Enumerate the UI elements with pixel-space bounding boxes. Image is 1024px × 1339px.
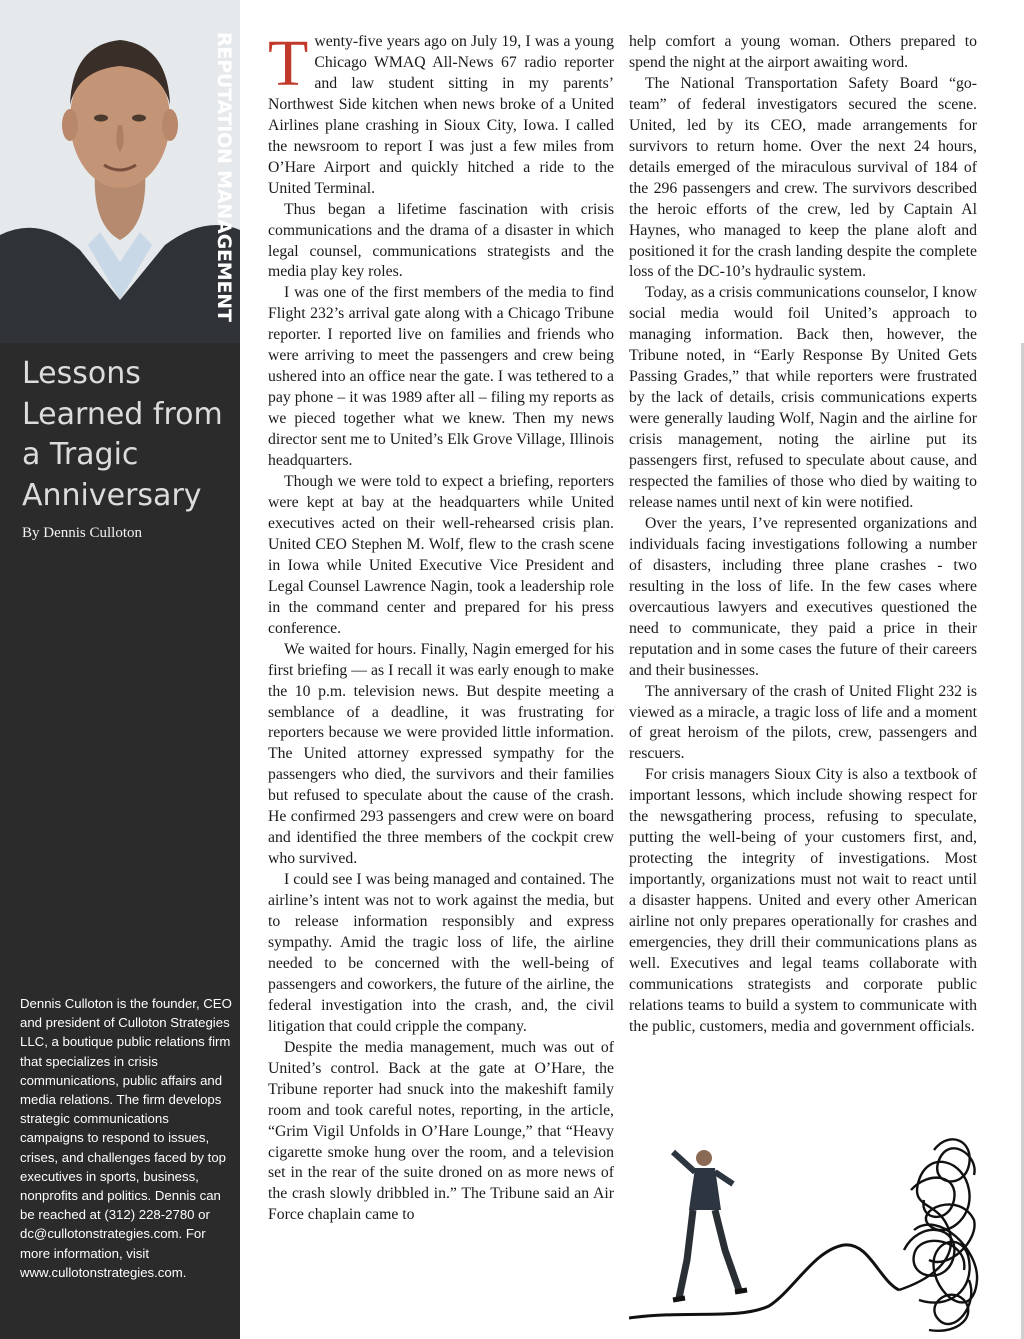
article-paragraph: I could see I was being managed and contained. The airline’s intent was not to work against the media, but to release information responsibly and express sympathy. Amid the tragic loss of life, the airline needed to be concerned with the well-being of passengers and coworkers, the future of the airline, the federal investigation into the crash, and, the civil litigation that could cripple the company. xyxy=(268,871,614,1035)
author-bio: Dennis Culloton is the founder, CEO and president of Culloton Strategies LLC, a boutique public relations firm that specializes in crisis communications, public affairs and media relations. The firm develops strategic communications campaigns to respond to issues, crises, and challenges faced by top executives in sports, business, nonprofits and politics. Dennis can be reached at (312) 228-2780 or dc@cullotonstrategies.com. For more information, visit www.cullotonstrategies.com. xyxy=(20,996,232,1280)
author-photo xyxy=(0,0,240,343)
article-paragraph: We waited for hours. Finally, Nagin emerged for his first briefing — as I recall it was early enough to make the 10 p.m. television news. But despite meeting a semblance of a deadline, it was frustrating for reporters because we were provided little information. The United attorney expressed sympathy for the passengers who died, the survivors and their families but refused to speculate about the cause of the crash. He confirmed 293 passengers and crew were on board and identified the three members of the cockpit crew who survived. xyxy=(268,640,614,868)
article-paragraph: Twenty-five years ago on July 19, I was a young Chicago WMAQ All-News 67 radio reporter and law student sitting in my parents’ Northwest Side kitchen when news broke of a United Airlines plane crashing in Sioux City, Iowa. I called the newsroom to report I was just a few miles from O’Hare Airport and quickly hitched a ride to the United Terminal. xyxy=(268,27,614,197)
article-paragraph: Thus began a lifetime fascination with crisis communications and the drama of a disaster in which legal counsel, communications strategists and the media play key roles. xyxy=(268,200,614,281)
article-paragraph: Though we were told to expect a briefing, reporters were kept at bay at the headquarters while United executives acted on their well-rehearsed crisis plan. United CEO Stephen M. Wolf, flew to the crash scene in Iowa while United Executive Vice President and Legal Counsel Lawrence Nagin, took a leadership role in the command center and prepared for his press conference. xyxy=(268,473,614,637)
article-paragraph: The National Transportation Safety Board “go-team” of federal investigators secured the scene. United, led by its CEO, made arrangements for survivors to return home. Over the next 24 hours, details emerged of the miraculous survival of 184 of the 296 passengers and crew. The survivors described the heroic efforts of the crew, led by Captain Al Haynes, who managed to keep the plane aloft and positioned it for the crash landing despite the complete loss of the DC-10’s hydraulic system. xyxy=(629,74,977,281)
sidebar xyxy=(0,0,240,1339)
author-portrait xyxy=(0,0,240,343)
article-column-1 xyxy=(268,27,614,1226)
article-paragraph: Despite the media management, much was out of United’s control. Back at the gate at O’Hare, the Tribune reporter had snuck into the makeshift family room and took careful notes, reporting, in the article, “Grim Vigil Unfolds in O’Hare Lounge,” that “Heavy cigarette smoke hung over the room, and a television set in the rear of the suite droned on as more news of the crash slowly dribbled in.” The Tribune said an Air Force chaplain came to xyxy=(268,1038,614,1224)
article-paragraph: For crisis managers Sioux City is also a textbook of important lessons, which include showing respect for the newsgathering process, refusing to speculate, putting the well-being of your customers first, and, protecting the integrity of investigations. Most importantly, organizations must not wait to react until a disaster happens. United and every other American airline not only prepares operationally for crashes and emergencies, they drill their communications plans as well. Executives and legal teams collaborate with communications strategists and corporate public relations teams to build a system to communicate with the public, customers, media and government officials. xyxy=(629,766,977,1035)
businessman-figure xyxy=(673,1150,747,1300)
headline: Lessons Learned from a Tragic Anniversary xyxy=(22,356,223,513)
section-label: REPUTATION MANAGEMENT xyxy=(213,32,235,322)
byline: By Dennis Culloton xyxy=(22,525,143,541)
article-paragraph: help comfort a young woman. Others prepared to spend the night at the airport awaiting word. xyxy=(629,33,977,71)
article-paragraph: I was one of the first members of the media to find Flight 232’s arrival gate along with a Chicago Tribune reporter. I reported live on families and friends who were arriving to meet the passengers and crew being ushered into an office near the gate. I was tethered to a pay phone – it was 1989 after all – filing my reports as we pieced together what we knew. Then my news director sent me to United’s Elk Grove Village, Illinois headquarters. xyxy=(268,284,614,470)
tangled-rope-illustration xyxy=(629,1130,979,1339)
article-paragraph: Over the years, I’ve represented organizations and individuals facing investigations following a number of disasters, including three plane crashes - two resulting in the loss of life. In the few cases where overcautious lawyers and executives questioned the need to communicate, they paid a price in their reputation and in some cases the future of their careers and their businesses. xyxy=(629,514,977,679)
article-column-2 xyxy=(629,32,977,1038)
article-paragraph: Today, as a crisis communications counselor, I know social media would foil United’s approach to managing information. Back then, however, the Tribune noted, in “Early Response By United Gets Passing Grades,” that while reporters were frustrated by the lack of details, crisis communications experts were generally lauding Wolf, Nagin and the airline for crisis management, noting the airline put its passengers first, refused to speculate about cause, and respected the families of those who died by waiting to release names until next of kin were notified. xyxy=(629,284,977,511)
article-paragraph: The anniversary of the crash of United Flight 232 is viewed as a miracle, a tragic loss of life and a moment of great heroism of the pilots, crew, passengers and rescuers. xyxy=(629,682,977,763)
drop-cap: T xyxy=(268,27,309,100)
